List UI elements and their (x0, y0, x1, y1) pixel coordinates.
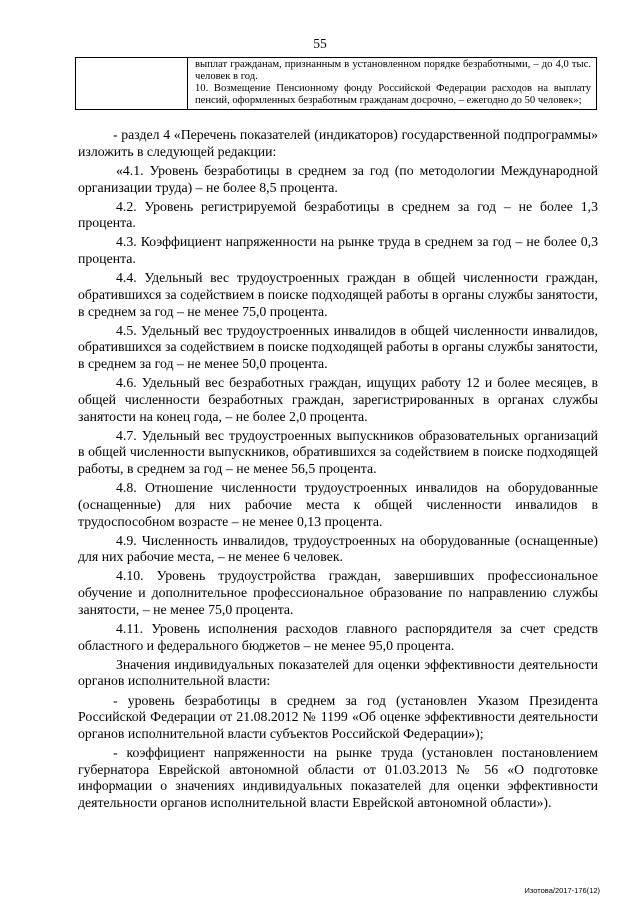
paragraph-4-2: 4.2. Уровень регистрируемой безработицы в среднем за год – не более 1,3 процента. (78, 198, 598, 231)
paragraph-4-1: «4.1. Уровень безработицы в среднем за год (по методологии Международной организации труда) – не более 8,5 процента. (78, 162, 598, 195)
paragraph-4-4: 4.4. Удельный вес трудоустроенных граждан в общей численности граждан, обратившихся за содействием в поиске подходящей работы в органы службы занятости, в среднем за год – не менее 75,0 процента. (78, 270, 598, 319)
paragraph-4-7: 4.7. Удельный вес трудоустроенных выпускников образовательных организаций в общей численности выпускников, обратившихся за содействием в поиске подходящей работы, в среднем за год – не менее 56,5 процента. (78, 427, 598, 477)
paragraph-4-3: 4.3. Коэффициент напряженности на рынке труда в среднем за год – не более 0,3 процента. (78, 234, 598, 267)
paragraph-4-5: 4.5. Удельный вес трудоустроенных инвалидов в общей численности инвалидов, обратившихся за содействием в поиске подходящей работы в органы службы занятости, в среднем за год – не менее 50,0 процента. (78, 322, 598, 372)
paragraph-section-4-intro: - раздел 4 «Перечень показателей (индикаторов) государственной подпрограммы» изложить в следующей редакции: (78, 127, 598, 159)
paragraph-4-9: 4.9. Численность инвалидов, трудоустроенных на оборудованные (оснащенные) для них рабочие места, – не менее 6 человек. (78, 532, 598, 565)
paragraph-indicators-intro: Значения индивидуальных показателей для оценки эффективности деятельности органов исполнительной власти: (78, 656, 598, 689)
document-body (78, 127, 598, 814)
paragraph-unemployment-rate: - уровень безработицы в среднем за год (установлен Указом Президента Российской Федерации от 21.08.2012 № 1199 «Об оценке эффективности деятельности органов исполнительной власти субъектов Российской Федерации»); (78, 692, 598, 741)
table-row (76, 58, 597, 110)
paragraph-4-8: 4.8. Отношение численности трудоустроенных инвалидов на оборудованные (оснащенные) для них рабочие места к общей численности инвалидов в трудоспособном возрасте – не менее 0,13 процента. (78, 480, 598, 529)
footer-code: Изотова/2017-176(12) (524, 886, 600, 895)
continuation-table (75, 57, 597, 110)
paragraph-4-11: 4.11. Уровень исполнения расходов главного распорядителя за счет средств областного и федерального бюджетов – не менее 95,0 процента. (78, 620, 598, 653)
table-line-1: выплат гражданам, признанным в установленном порядке безработными, – до 4,0 тыс. человек в год. (195, 59, 591, 83)
table-line-2: 10. Возмещение Пенсионному фонду Российской Федерации расходов на выплату пенсий, оформленных безработным гражданам досрочно, – ежегодно до 50 человек»; (195, 83, 591, 107)
paragraph-tension-coefficient: - коэффициент напряженности на рынке труда (установлен постановлением губернатора Еврейской автономной области от 01.03.2013 № 56 «О подготовке информации о значениях индивидуальных показателей для оценки эффективности деятельности органов исполнительной власти Еврейской автономной области»). (78, 745, 598, 811)
paragraph-4-6: 4.6. Удельный вес безработных граждан, ищущих работу 12 и более месяцев, в общей численности безработных граждан, зарегистрированных в органах службы занятости на конец года, – не более 2,0 процента. (78, 375, 598, 424)
page-number: 55 (313, 36, 327, 51)
paragraph-4-10: 4.10. Уровень трудоустройства граждан, завершивших профессиональное обучение и дополнительное профессиональное образование по направлению службы занятости, – не менее 75,0 процента. (78, 568, 598, 617)
table-cell-empty (76, 58, 188, 110)
table-cell-text (188, 58, 597, 110)
